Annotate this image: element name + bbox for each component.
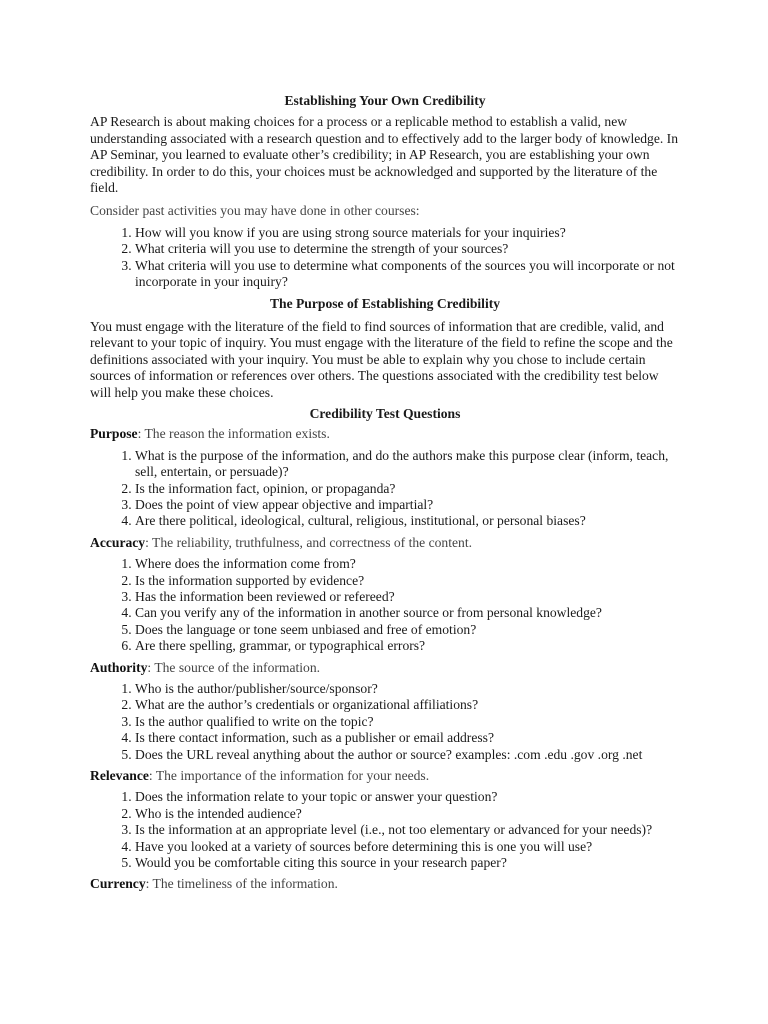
- purpose-questions-list: [90, 448, 680, 530]
- list-item: 1. Who is the author/publisher/source/sponsor?: [135, 681, 680, 697]
- past-questions-list: [90, 225, 680, 291]
- questions-heading: Credibility Test Questions: [309, 405, 461, 421]
- section-definition: : The source of the information.: [147, 659, 321, 675]
- list-item: 3. What criteria will you use to determine what components of the sources you will incorporate or not incorporate in your inquiry?: [135, 258, 680, 291]
- list-item: 4. Have you looked at a variety of sources before determining this is one you will use?: [135, 839, 680, 855]
- section-label-accuracy: [90, 535, 680, 551]
- list-item: 2. Who is the intended audience?: [135, 806, 680, 822]
- authority-questions-list: [90, 681, 680, 763]
- section-definition: : The timeliness of the information.: [145, 876, 338, 892]
- list-item: 6. Are there spelling, grammar, or typographical errors?: [135, 638, 680, 654]
- list-item: 4. Are there political, ideological, cultural, religious, institutional, or personal biases?: [135, 513, 680, 529]
- section-definition: : The reason the information exists.: [137, 426, 330, 442]
- list-item: 3. Has the information been reviewed or refereed?: [135, 589, 680, 605]
- list-item: 1. How will you know if you are using strong source materials for your inquiries?: [135, 225, 680, 241]
- list-item: 3. Is the information at an appropriate level (i.e., not too elementary or advanced for your needs)?: [135, 822, 680, 838]
- intro-paragraph: AP Research is about making choices for a process or a replicable method to establish a valid, new understanding associated with a research question and to effectively add to the larger body of knowledge. In AP Seminar, you learned to evaluate other’s credibility; in AP Research, you are establishing your own credibility. In order to do this, your choices must be acknowledged and supported by the literature of the field.: [90, 114, 678, 196]
- document-body: [90, 93, 680, 898]
- section-definition: : The reliability, truthfulness, and correctness of the content.: [145, 534, 473, 550]
- purpose-heading: The Purpose of Establishing Credibility: [269, 296, 501, 312]
- section-term: Purpose: [90, 426, 138, 442]
- list-item: 5. Does the language or tone seem unbiased and free of emotion?: [135, 622, 680, 638]
- list-item: 1. Where does the information come from?: [135, 556, 680, 572]
- list-item: 2. What are the author’s credentials or organizational affiliations?: [135, 697, 680, 713]
- list-item: 2. What criteria will you use to determine the strength of your sources?: [135, 241, 680, 257]
- list-item: 5. Would you be comfortable citing this source in your research paper?: [135, 855, 680, 871]
- section-label-relevance: [90, 768, 680, 784]
- list-item: 3. Is the author qualified to write on the topic?: [135, 714, 680, 730]
- document-title: Establishing Your Own Credibility: [284, 93, 486, 108]
- purpose-paragraph: You must engage with the literature of the field to find sources of information that are credible, valid, and relevant to your topic of inquiry. You must engage with the literature of the field to refine the scope and the definitions associated with your inquiry. You must be able to explain why you chose to include certain sources of information or references over others. The questions associated with the credibility test below will help you make these choices.: [90, 318, 673, 400]
- list-item: 5. Does the URL reveal anything about the author or source? examples: .com .edu .gov .org .net: [135, 747, 680, 763]
- relevance-questions-list: [90, 789, 680, 871]
- list-item: 1. Does the information relate to your topic or answer your question?: [135, 789, 680, 805]
- section-term: Relevance: [90, 768, 149, 784]
- section-label-purpose: [90, 426, 680, 442]
- list-item: 4. Can you verify any of the information in another source or from personal knowledge?: [135, 605, 680, 621]
- section-term: Accuracy: [90, 534, 146, 550]
- section-term: Authority: [90, 659, 148, 675]
- list-item: 3. Does the point of view appear objective and impartial?: [135, 497, 680, 513]
- past-activities-prompt: Consider past activities you may have done in other courses:: [90, 203, 420, 219]
- section-label-currency: [90, 876, 680, 892]
- section-term: Currency: [90, 876, 146, 892]
- section-label-authority: [90, 660, 680, 676]
- list-item: 1. What is the purpose of the information, and do the authors make this purpose clear (inform, teach, sell, entertain, or persuade)?: [135, 448, 680, 481]
- list-item: 4. Is there contact information, such as a publisher or email address?: [135, 730, 680, 746]
- list-item: 2. Is the information supported by evidence?: [135, 573, 680, 589]
- accuracy-questions-list: [90, 556, 680, 654]
- section-definition: : The importance of the information for your needs.: [148, 768, 430, 784]
- list-item: 2. Is the information fact, opinion, or propaganda?: [135, 481, 680, 497]
